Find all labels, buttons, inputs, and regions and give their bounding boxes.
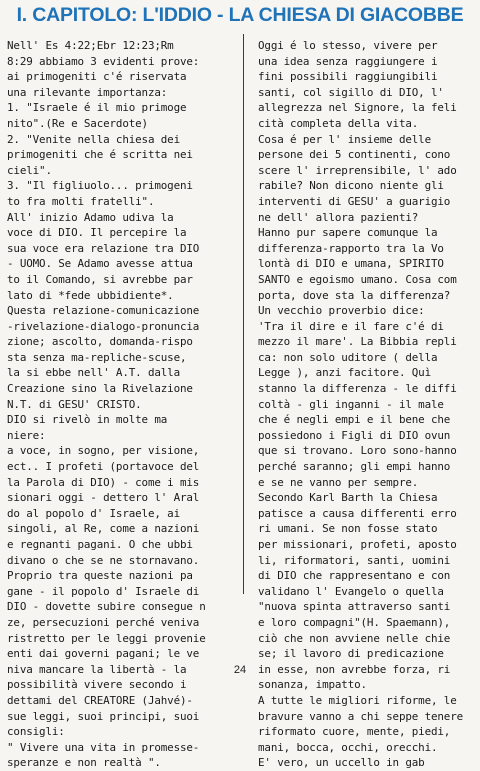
right-column-line: fini possibili raggiungibili	[258, 70, 438, 84]
right-column-line: Hanno pur sapere comunque la	[258, 226, 438, 240]
right-column-line: che é negli empi e il bene che	[258, 413, 451, 427]
left-column-line: consigli:	[7, 725, 65, 739]
left-column-line: to fra molti fratelli".	[7, 194, 155, 208]
left-column-line: niere:	[7, 428, 46, 442]
left-column-line: All' inizio Adamo udiva la	[7, 210, 174, 224]
left-column-line: sue leggi, suoi principi, suoi	[7, 709, 200, 723]
left-column-line: nito".(Re e Sacerdote)	[7, 116, 148, 130]
left-column-line: -rivelazione-dialogo-pronuncia	[7, 319, 200, 333]
right-column-line: ca: non solo uditore ( della	[258, 350, 438, 364]
left-column-line: primogeniti che é scritta nei	[7, 148, 193, 162]
left-column-line: 8:29 abbiamo 3 evidenti prove:	[7, 54, 200, 68]
right-column-line: patisce a causa differenti erro	[258, 506, 457, 520]
right-column-line: allegrezza nel Signore, la feli	[258, 101, 457, 115]
right-column-line: Oggi é lo stesso, vivere per	[258, 39, 438, 52]
right-column-line: e se ne vanno per sempre.	[258, 475, 419, 489]
left-column-line: sta senza ma-repliche-scuse,	[7, 350, 187, 364]
right-column-line: validano l' Evangelo o quella	[258, 584, 444, 598]
right-column-line: santi, col sigillo di DIO, l'	[258, 85, 444, 99]
right-column-line: differenza-rapporto tra la Vo	[258, 241, 444, 255]
right-column-line: lontà di DIO e umana, SPIRITO	[258, 257, 444, 271]
left-column-line: Proprio tra queste nazioni pa	[7, 569, 193, 583]
right-column-line: Secondo Karl Barth la Chiesa	[258, 491, 438, 505]
right-column-line: Legge ), anzi facitore. Quì	[258, 366, 431, 380]
left-column-line: la si ebbe nell' A.T. dalla	[7, 366, 180, 380]
right-column-line: stanno la differenza - le diffi	[258, 382, 457, 396]
page-number: 24	[233, 664, 247, 676]
right-column-line: mani, bocca, occhi, orecchi.	[258, 740, 438, 754]
right-column-line: Cosa é per l' insieme delle	[258, 132, 431, 146]
left-column-line: N.T. di GESU' CRISTO.	[7, 397, 142, 411]
right-column-line: mezzo il mare'. La Bibbia repli	[258, 335, 457, 349]
right-column-line: SANTO e egoismo umano. Cosa com	[258, 272, 457, 286]
left-column-line: 1. "Israele é il mio primoge	[7, 101, 187, 115]
left-column-line: sua voce era relazione tra DIO	[7, 241, 200, 255]
left-column-line: enti dai governi pagani; le ve	[7, 647, 200, 661]
right-column-line: porta, dove sta la differenza?	[258, 288, 451, 302]
left-column-line: DIO si rivelò in molte ma	[7, 413, 168, 427]
left-column-line: do al popolo d' Israele, ai	[7, 506, 180, 520]
left-column-line: lato di *fede ubbidiente*.	[7, 288, 174, 302]
left-column-line: Creazione sino la Rivelazione	[7, 382, 193, 396]
right-column-line: que si trovano. Loro sono-hanno	[258, 444, 457, 458]
right-column	[258, 38, 474, 771]
left-column-line: una rilevante importanza:	[7, 85, 168, 99]
left-column-line: possibilità vivere secondo i	[7, 678, 187, 692]
left-column-line: a voce, in sogno, per visione,	[7, 444, 200, 458]
left-column-line: sionari oggi - dettero l' Aral	[7, 491, 200, 505]
right-column-line: li, riformatori, santi, uomini	[258, 553, 451, 567]
right-column-line: rabile? Non dicono niente gli	[258, 179, 444, 193]
left-column-line: 2. "Venite nella chiesa dei	[7, 132, 180, 146]
right-column-line: scere l' irreprensibile, l' ado	[258, 163, 457, 177]
left-column-line: singoli, al Re, come a nazioni	[7, 522, 200, 536]
left-column-line: DIO - dovette subire consegue n	[7, 600, 206, 614]
right-column-line: di DIO che rappresentano e con	[258, 569, 451, 583]
left-column-line: zione; ascolto, domanda-rispo	[7, 335, 193, 349]
right-column-line: sonanza, impatto.	[258, 678, 367, 692]
right-column-line: in esse, non avrebbe forza, ri	[258, 662, 451, 676]
right-column-line: coltà - gli inganni - il male	[258, 397, 444, 411]
right-column-line: ciò che non avviene nelle chie	[258, 631, 451, 645]
left-column-line: niva mancare la libertà - la	[7, 662, 187, 676]
left-column	[7, 38, 223, 771]
right-column-line: ri umani. Se non fosse stato	[258, 522, 438, 536]
right-column-line: se; il lavoro di predicazione	[258, 647, 444, 661]
right-column-line: Un vecchio proverbio dice:	[258, 304, 425, 318]
left-column-line: ai primogeniti c'é riservata	[7, 70, 187, 84]
left-column-line: Questa relazione-comunicazione	[7, 304, 200, 318]
right-column-line: perché saranno; gli empi hanno	[258, 460, 451, 474]
right-column-line: riformato cuore, mente, piedi,	[258, 725, 451, 739]
right-column-line: per missionari, profeti, aposto	[258, 538, 457, 551]
left-column-line: speranze e non realtà ".	[7, 756, 161, 770]
right-column-line: possiedono i Figli di DIO ovun	[258, 428, 451, 442]
right-column-line: una idea senza raggiungere i	[258, 54, 438, 68]
left-column-line: Nell' Es 4:22;Ebr 12:23;Rm	[7, 39, 174, 52]
left-column-line: " Vivere una vita in promesse-	[7, 740, 200, 754]
left-column-line: - UOMO. Se Adamo avesse attua	[7, 257, 193, 271]
right-column-line: persone dei 5 continenti, cono	[258, 148, 451, 162]
right-column-line: 'Tra il dire e il fare c'é di	[258, 319, 444, 333]
left-column-line: ze, persecuzioni perché veniva	[7, 615, 200, 629]
right-column-line: e loro compagni"(H. Spaemann),	[258, 615, 451, 629]
column-divider	[243, 34, 244, 594]
left-column-line: la Parola di DIO) - come i mis	[7, 475, 200, 489]
left-column-line: gane - il popolo d' Israele di	[7, 584, 200, 598]
left-column-line: voce di DIO. Il percepire la	[7, 226, 187, 240]
left-column-line: ristretto per le leggi provenie	[7, 631, 206, 645]
right-column-line: E' vero, un uccello in gab	[258, 756, 425, 770]
left-column-line: to il Comando, si avrebbe par	[7, 272, 193, 286]
left-column-line: e regnanti pagani. O che ubbi	[7, 538, 193, 551]
left-column-line: dettami del CREATORE (Jahvé)-	[7, 693, 193, 707]
left-column-line: 3. "Il figliuolo... primogeni	[7, 179, 193, 193]
right-column-line: interventi di GESU' a guarigio	[258, 194, 451, 208]
right-column-line: bravure vanno a chi seppe tenere	[258, 709, 464, 723]
left-column-line: divano o che se ne stornavano.	[7, 553, 200, 567]
right-column-line: cità completa della vita.	[258, 116, 419, 130]
chapter-title: I. CAPITOLO: L'IDDIO - LA CHIESA DI GIACOBBE	[16, 4, 464, 26]
left-column-line: cieli".	[7, 163, 52, 177]
left-column-line: ect.. I profeti (portavoce del	[7, 460, 200, 474]
right-column-line: A tutte le migliori riforme, le	[258, 693, 457, 707]
right-column-line: "nuova spinta attraverso santi	[258, 600, 451, 614]
right-column-line: ne dell' allora pazienti?	[258, 210, 419, 224]
